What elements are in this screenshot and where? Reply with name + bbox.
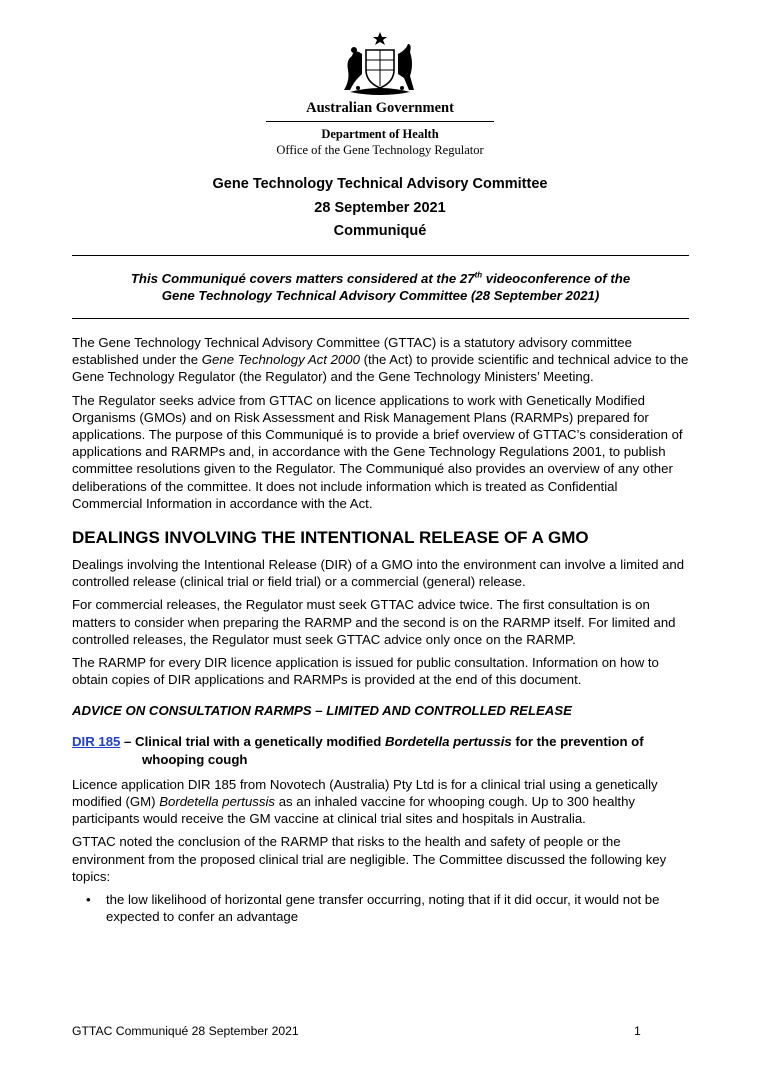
coat-of-arms-icon <box>332 30 428 98</box>
dir-title-text-end: for the prevention of whooping cough <box>142 734 644 767</box>
office-name: Office of the Gene Technology Regulator <box>276 143 484 157</box>
divider-bottom <box>72 318 689 319</box>
divider-top <box>72 255 689 256</box>
paragraph-dir-definition: Dealings involving the Intentional Release (DIR) of a GMO into the environment can involve a limited and controlled release (clinical trial or field trial) or a commercial (general) release. <box>72 557 685 590</box>
paragraph-text: The Gene Technology Technical Advisory Committee (GTTAC) is a statutory advisory committee established under the <box>72 335 632 368</box>
intro-superscript: th <box>474 270 483 280</box>
document-body <box>72 334 689 925</box>
list-item <box>72 891 689 925</box>
paragraph-gttac-intro <box>72 334 689 386</box>
paragraph-dir-185-application <box>72 776 689 828</box>
committee-title: Gene Technology Technical Advisory Committee <box>212 176 548 192</box>
intro-line1-text: This Communiqué covers matters considered at the 27 <box>130 271 475 286</box>
document-type: Communiqué <box>333 223 427 239</box>
government-header <box>266 99 494 158</box>
subsection-heading-rarmps: ADVICE ON CONSULTATION RARMPS – LIMITED AND CONTROLLED RELEASE <box>72 703 572 719</box>
intro-line1-end: videoconference of the <box>482 271 631 286</box>
paragraph-text: Licence application DIR 185 from Novotech (Australia) Pty Ltd is for a clinical trial using a genetically modified (GM) <box>72 776 658 810</box>
dir-title-text: – Clinical trial with a genetically modified <box>120 734 385 750</box>
paragraph-text: (the Act) to provide scientific and technical advice to the Gene Technology Regulator (the Regulator) and the Gene Technology Ministers’ Meeting. <box>72 352 689 385</box>
department-name: Department of Health <box>321 127 439 141</box>
paragraph-gttac-conclusion: GTTAC noted the conclusion of the RARMP that risks to the health and safety of people or the environment from the proposed clinical trial are negligible. The Committee discussed the following key topics: <box>72 834 667 884</box>
footer-text: GTTAC Communiqué 28 September 2021 <box>72 1024 299 1038</box>
paragraph-public-consultation: The RARMP for every DIR licence application is issued for public consultation. Information on how to obtain copies of DIR applications and RARMPs is provided at the end of this document. <box>72 655 659 688</box>
bullet-icon: • <box>86 892 91 908</box>
dir-185-link[interactable]: DIR 185 <box>72 734 121 750</box>
intro-line2: Gene Technology Technical Advisory Committee (28 September 2021) <box>161 288 600 303</box>
species-name: Bordetella pertussis <box>159 794 276 810</box>
paragraph-commercial-releases: For commercial releases, the Regulator must seek GTTAC advice twice. The first consultation is on matters to consider when preparing the RARMP and the second is on the RARMP itself. For limited and controlled releases, the Regulator must seek GTTAC advice only once on the RARMP. <box>72 597 676 647</box>
section-heading-dir: DEALINGS INVOLVING THE INTENTIONAL RELEASE OF A GMO <box>72 528 589 548</box>
list-item-text: the low likelihood of horizontal gene transfer occurring, noting that if it did occur, it would not be expected to confer an advantage <box>106 892 660 925</box>
intro-statement <box>72 270 689 304</box>
dir-title-species: Bordetella pertussis <box>384 734 512 750</box>
paragraph-text: as an inhaled vaccine for whooping cough. Up to 300 healthy participants would receive the GM vaccine at clinical trial sites and hospitals in Australia. <box>72 794 636 827</box>
paragraph-regulator-advice: The Regulator seeks advice from GTTAC on licence applications to work with Genetically Modified Organisms (GMOs) and on Risk Assessment and Risk Management Plans (RARMPs) prepared for applications. The purpose of this Communiqué is to provide a brief overview of GTTAC’s consideration of applications and RARMPs and, in accordance with the Gene Technology Regulations 2001, to publish committee resolutions given to the Regulator. The Communiqué also provides an overview of any other deliberations of the committee. It does not include information which is treated as Confidential Commercial Information in accordance with the Act. <box>72 392 683 511</box>
page-number: 1 <box>634 1024 641 1038</box>
act-name: Gene Technology Act 2000 <box>201 352 360 368</box>
meeting-date: 28 September 2021 <box>314 199 446 216</box>
dir-185-heading <box>72 733 689 767</box>
government-name: Australian Government <box>266 99 494 122</box>
document-title <box>0 173 760 244</box>
